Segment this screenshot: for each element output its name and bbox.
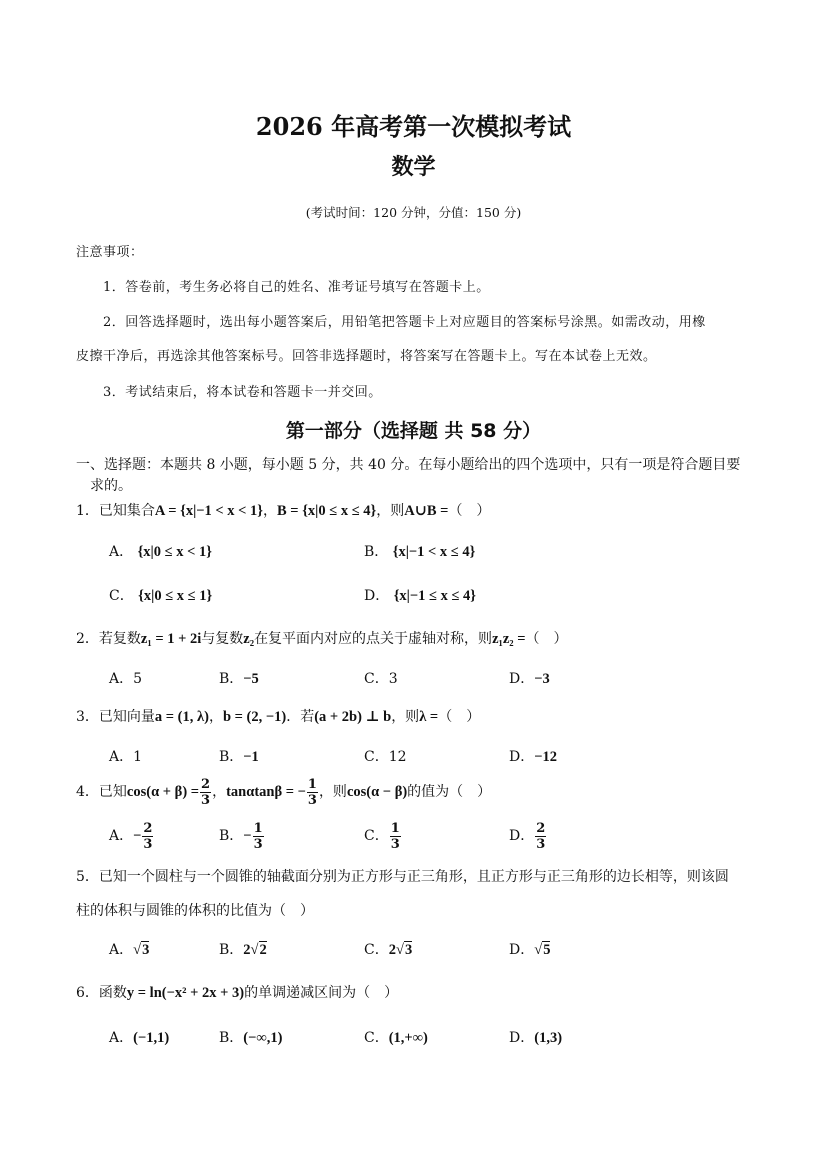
question-text: 已知集合 — [98, 503, 155, 519]
separator: ， — [263, 503, 278, 519]
vector-a: a = (1, λ) — [154, 709, 209, 725]
q6-option-d[interactable]: D．(1,3) — [509, 1030, 563, 1046]
question-text: ，则 — [391, 709, 420, 725]
q4-option-d[interactable]: D． $\frac{2}{3}$ — [509, 820, 546, 852]
union-expr: A∪B = — [404, 503, 449, 519]
question-text: ，则 — [318, 784, 347, 800]
function-expr: y = ln(−x² + 2x + 3) — [126, 985, 245, 1001]
q1-option-a[interactable]: A． {x|0 ≤ x < 1} — [109, 544, 212, 560]
answer-paren: （ ） — [438, 709, 481, 725]
question-1 — [76, 500, 490, 520]
set-b: B = {x|0 ≤ x ≤ 4} — [277, 503, 377, 519]
q1-option-c[interactable]: C． {x|0 ≤ x ≤ 1} — [109, 588, 213, 604]
question-number: 5． — [76, 869, 99, 885]
q5-option-c[interactable]: C．2√3 — [364, 942, 413, 958]
q2-option-d[interactable]: D．−3 — [509, 671, 550, 687]
q5-option-b[interactable]: B．2√2 — [219, 942, 267, 958]
question-number: 2． — [76, 631, 99, 647]
subject-title: 数学 — [391, 154, 436, 180]
fraction: $\frac{2}{3}$ — [201, 776, 211, 808]
q1-option-b[interactable]: B． {x|−1 < x ≤ 4} — [364, 544, 476, 560]
notice-item-3: 3．考试结束后，将本试卷和答题卡一并交回。 — [103, 385, 382, 400]
q1-option-d[interactable]: D． {x|−1 ≤ x ≤ 4} — [364, 588, 476, 604]
q2-option-b[interactable]: B．−5 — [219, 671, 259, 687]
question-3 — [76, 706, 480, 726]
fraction: $\frac{1}{3}$ — [307, 776, 317, 808]
part1-title: 第一部分（选择题 共 58 分） — [285, 420, 542, 442]
question-text: 在复平面内对应的点关于虚轴对称，则 — [254, 631, 493, 647]
question-text: 若复数 — [98, 631, 141, 647]
question-text: 与复数 — [201, 631, 244, 647]
q3-option-c[interactable]: C．12 — [364, 749, 407, 765]
q4-option-a[interactable]: A．− $\frac{2}{3}$ — [109, 820, 153, 852]
answer-paren: （ ） — [525, 631, 568, 647]
question-number: 1． — [76, 503, 99, 519]
question-number: 3． — [76, 709, 99, 725]
question-text: 函数 — [98, 985, 127, 1001]
q6-option-b[interactable]: B．(−∞,1) — [219, 1030, 283, 1046]
perp-condition: (a + 2b) ⊥ b — [314, 709, 392, 725]
question-text: 的值为（ ） — [407, 784, 492, 800]
cos-diff: cos(α − β) — [346, 784, 408, 800]
q5-option-a[interactable]: A．√3 — [109, 942, 150, 958]
tan-product: tanαtanβ = − — [226, 784, 306, 800]
cos-sum: cos(α + β) = — [126, 784, 200, 800]
product-expr: z₁z₂ = — [492, 631, 526, 647]
q5-option-d[interactable]: D．√5 — [509, 942, 551, 958]
question-6 — [76, 982, 398, 1002]
lambda-expr: λ = — [419, 709, 439, 725]
z2-symbol: z₂ — [243, 631, 255, 647]
question-text: 的单调递减区间为（ ） — [244, 985, 399, 1001]
notice-item-1: 1．答卷前，考生务必将自己的姓名、准考证号填写在答题卡上。 — [103, 280, 490, 295]
exam-info: (考试时间：120 分钟，分值：150 分) — [305, 205, 522, 220]
separator: ， — [212, 784, 227, 800]
separator: ， — [208, 709, 223, 725]
part1-instruction-line-1: 一、选择题：本题共 8 小题，每小题 5 分，共 40 分。在每小题给出的四个选项中，只有一项是符合题目要 — [76, 457, 741, 473]
question-text: ．若 — [286, 709, 315, 725]
z1-expr: z₁ = 1 + 2i — [140, 631, 202, 647]
q3-option-b[interactable]: B．−1 — [219, 749, 259, 765]
q6-option-a[interactable]: A．(−1,1) — [109, 1030, 170, 1046]
answer-paren: （ ） — [448, 503, 491, 519]
question-text: ，则 — [376, 503, 405, 519]
vector-b: b = (2, −1) — [222, 709, 287, 725]
q3-option-a[interactable]: A．1 — [109, 749, 143, 765]
q2-option-a[interactable]: A．5 — [109, 671, 143, 687]
question-5-line-2: 柱的体积与圆锥的体积的比值为（ ） — [76, 903, 314, 919]
set-a: A = {x|−1 < x < 1} — [154, 503, 264, 519]
q6-option-c[interactable]: C．(1,+∞) — [364, 1030, 428, 1046]
exam-title: 2026 年高考第一次模拟考试 — [255, 112, 572, 141]
part1-instruction-line-2: 求的。 — [90, 478, 132, 494]
q2-option-c[interactable]: C．3 — [364, 671, 398, 687]
q3-option-d[interactable]: D．−12 — [509, 749, 557, 765]
question-5-line-1 — [76, 866, 729, 886]
notice-item-2-line-2: 皮擦干净后，再选涂其他答案标号。回答非选择题时，将答案写在答题卡上。写在本试卷上无效。 — [76, 349, 657, 364]
q4-option-c[interactable]: C． $\frac{1}{3}$ — [364, 820, 400, 852]
question-number: 4． — [76, 784, 99, 800]
question-text: 已知 — [98, 784, 127, 800]
q4-option-b[interactable]: B．− $\frac{1}{3}$ — [219, 820, 263, 852]
question-text: 已知一个圆柱与一个圆锥的轴截面分别为正方形与正三角形，且正方形与正三角形的边长相等，则该圆 — [98, 869, 729, 885]
question-2 — [76, 628, 568, 648]
question-4 — [76, 776, 491, 808]
question-number: 6． — [76, 985, 99, 1001]
notice-item-2-line-1: 2．回答选择题时，选出每小题答案后，用铅笔把答题卡上对应题目的答案标号涂黑。如需改动，用橡 — [103, 315, 706, 330]
notice-heading: 注意事项： — [76, 245, 144, 260]
question-text: 已知向量 — [98, 709, 155, 725]
